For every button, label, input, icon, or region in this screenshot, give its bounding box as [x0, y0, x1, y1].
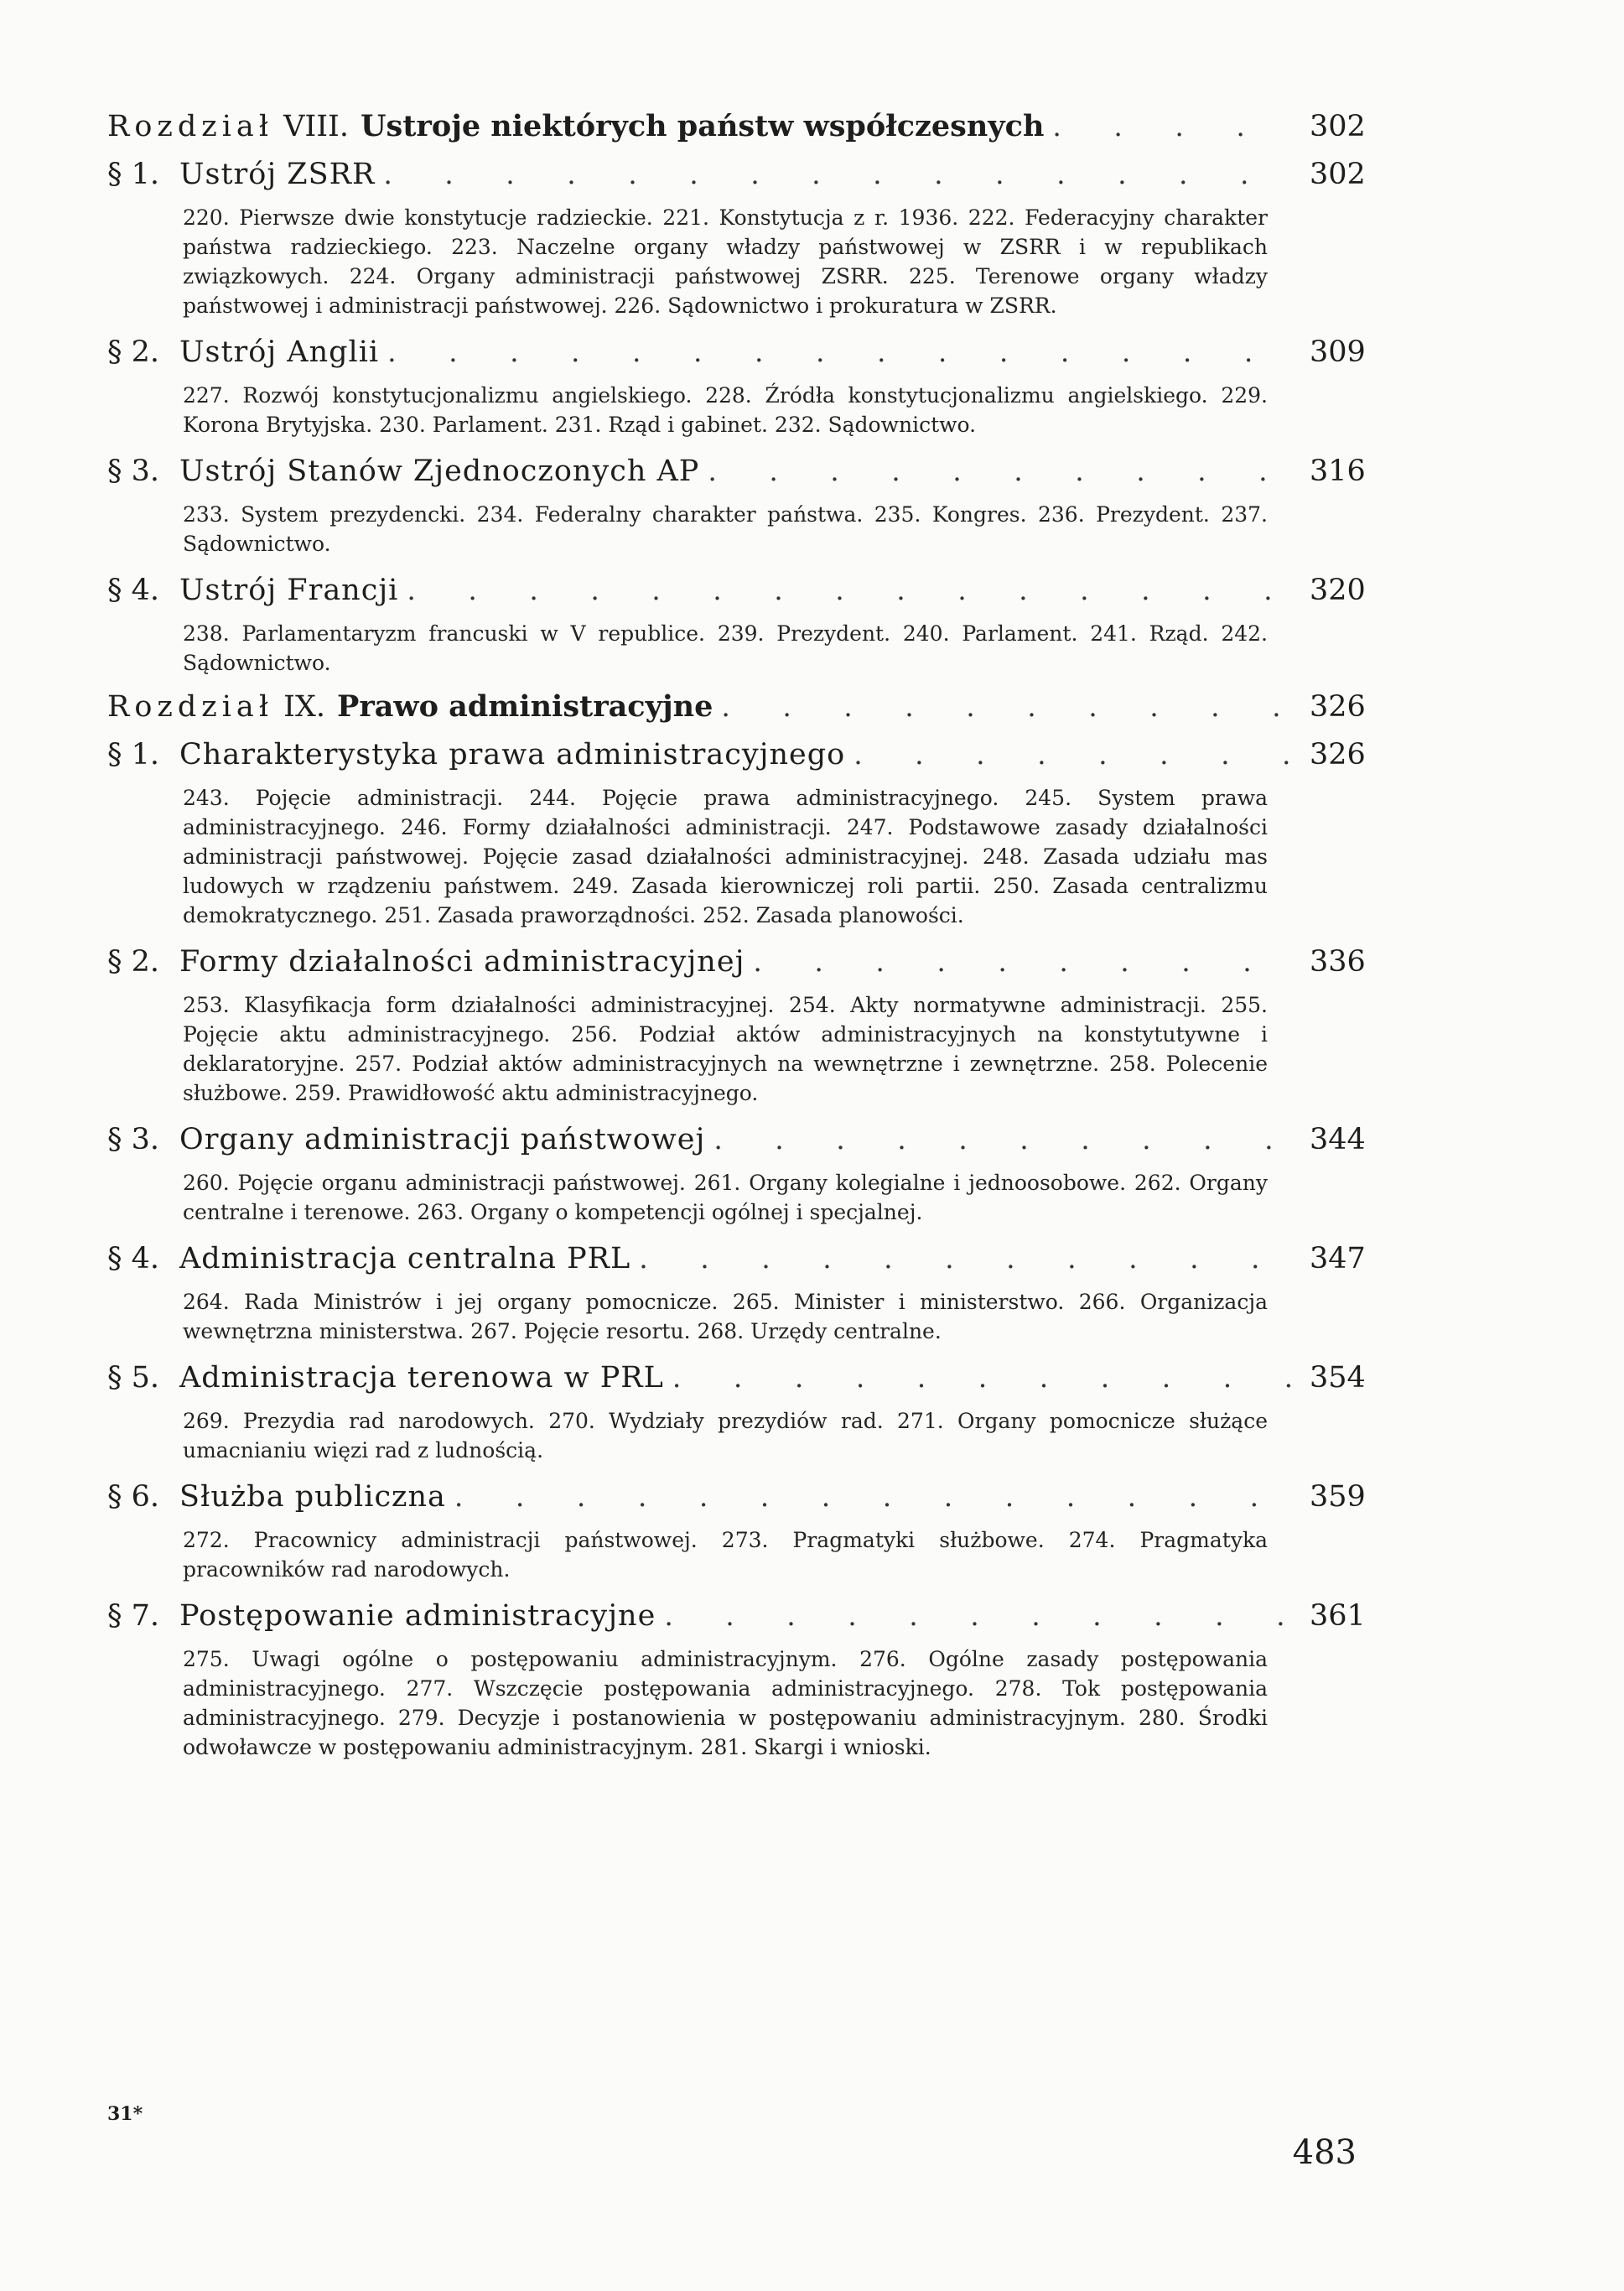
section-heading: [107, 1361, 1366, 1406]
section-description: 275. Uwagi ogólne o postępowaniu administracyjnym. 276. Ogólne zasady postępowania administracyjnego. 277. Wszczęcie postępowania administracyjnego. 278. Tok postępowania administracyjnego. 279. Decyzje i postanowienia w postępowaniu administracyjnym. 280. Środki odwoławcze w postępowaniu administracyjnym. 281. Skargi i wnioski.: [183, 1647, 1268, 1759]
section-heading: [107, 574, 1366, 619]
section-mark: § 1.: [107, 738, 160, 771]
chapter-heading: [107, 689, 1366, 738]
section-mark: § 3.: [107, 455, 160, 488]
dot-leader: [383, 158, 1293, 190]
dot-leader: [407, 574, 1293, 606]
section-mark: § 4.: [107, 1242, 160, 1275]
dot-leader: [387, 335, 1293, 368]
section-heading: [107, 1242, 1366, 1287]
section-title: Ustrój Stanów Zjednoczonych AP: [179, 455, 700, 488]
section-page-number: 302: [1310, 158, 1366, 191]
signature-mark: 31*: [107, 2103, 143, 2125]
section-title: Formy działalności administracyjnej: [179, 945, 745, 979]
chapter-title: Ustroje niektórych państw współczesnych: [361, 109, 1045, 143]
section-description: 233. System prezydencki. 234. Federalny charakter państwa. 235. Kongres. 236. Prezydent. 237. Sądownictwo.: [183, 502, 1268, 556]
section-title: Administracja centralna PRL: [179, 1242, 631, 1275]
section-description: 238. Parlamentaryzm francuski w V republice. 239. Prezydent. 240. Parlament. 241. Rząd. 242. Sądownictwo.: [183, 621, 1268, 675]
chapter-heading: [107, 109, 1366, 158]
dot-leader: [708, 455, 1293, 487]
chapter-word: Rozdział: [107, 110, 274, 143]
dot-leader: [854, 738, 1293, 771]
chapter-number: VIII.: [283, 110, 350, 143]
section-description: 272. Pracownicy administracji państwowej. 273. Pragmatyki służbowe. 274. Pragmatyka pracowników rad narodowych.: [183, 1528, 1268, 1582]
chapter-word: Rozdział: [107, 690, 274, 724]
section-mark: § 4.: [107, 574, 160, 607]
section-page-number: 344: [1310, 1123, 1366, 1156]
section-heading: [107, 455, 1366, 500]
section-mark: § 5.: [107, 1361, 160, 1395]
chapter-page-number: 302: [1310, 110, 1366, 143]
section-title: Ustrój Francji: [179, 574, 399, 607]
dot-leader: [664, 1599, 1293, 1632]
section-title: Ustrój Anglii: [179, 335, 380, 369]
section-mark: § 3.: [107, 1123, 160, 1156]
section-mark: § 7.: [107, 1599, 160, 1633]
section-page-number: 354: [1310, 1361, 1366, 1395]
section-heading: [107, 1123, 1366, 1168]
section-page-number: 347: [1310, 1242, 1366, 1275]
dot-leader: [721, 690, 1293, 723]
section-title: Charakterystyka prawa administracyjnego: [179, 738, 846, 771]
section-description: 260. Pojęcie organu administracji państwowej. 261. Organy kolegialne i jednoosobowe. 262. Organy centralne i terenowe. 263. Organy o kompetencji ogólnej i specjalnej.: [183, 1171, 1268, 1224]
section-heading: [107, 1480, 1366, 1525]
section-description: 264. Rada Ministrów i jej organy pomocnicze. 265. Minister i ministerstwo. 266. Organizacja wewnętrzna ministerstwa. 267. Pojęcie resortu. 268. Urzędy centralne.: [183, 1290, 1268, 1343]
dot-leader: [672, 1361, 1293, 1394]
dot-leader: [753, 945, 1293, 978]
section-title: Postępowanie administracyjne: [179, 1599, 656, 1633]
section-page-number: 361: [1310, 1599, 1366, 1633]
chapter-number: IX.: [283, 690, 325, 724]
section-mark: § 2.: [107, 335, 160, 369]
section-page-number: 336: [1310, 945, 1366, 979]
section-page-number: 359: [1310, 1480, 1366, 1514]
section-page-number: 326: [1310, 738, 1366, 771]
section-description: 243. Pojęcie administracji. 244. Pojęcie prawa administracyjnego. 245. System prawa administracyjnego. 246. Formy działalności administracji. 247. Podstawowe zasady działalności administracji państwowej. Pojęcie zasad działalności administracyjnej. 248. Zasada udziału mas ludowych w rządzeniu państwem. 249. Zasada kierowniczej roli partii. 250. Zasada centralizmu demokratycznego. 251. Zasada praworządności. 252. Zasada planowości.: [183, 786, 1268, 927]
chapter-title: Prawo administracyjne: [337, 689, 713, 724]
section-heading: [107, 945, 1366, 990]
chapter-page-number: 326: [1310, 690, 1366, 724]
dot-leader: [454, 1480, 1293, 1513]
section-description: 269. Prezydia rad narodowych. 270. Wydziały prezydiów rad. 271. Organy pomocnicze służące umacnianiu więzi rad z ludnością.: [183, 1409, 1268, 1462]
section-heading: [107, 335, 1366, 381]
section-heading: [107, 158, 1366, 203]
page-number: 483: [1292, 2133, 1357, 2172]
section-mark: § 1.: [107, 158, 160, 191]
section-description: 253. Klasyfikacja form działalności administracyjnej. 254. Akty normatywne administracji. 255. Pojęcie aktu administracyjnego. 256. Podział aktów administracyjnych na konstytutywne i deklaratoryjne. 257. Podział aktów administracyjnych na wewnętrzne i zewnętrzne. 258. Polecenie służbowe. 259. Prawidłowość aktu administracyjnego.: [183, 993, 1268, 1105]
section-heading: [107, 1599, 1366, 1644]
section-title: Służba publiczna: [179, 1480, 446, 1514]
table-of-contents: [107, 109, 1366, 1762]
section-title: Administracja terenowa w PRL: [179, 1361, 664, 1395]
dot-leader: [713, 1123, 1293, 1156]
section-heading: [107, 738, 1366, 783]
section-description: 220. Pierwsze dwie konstytucje radzieckie. 221. Konstytucja z r. 1936. 222. Federacyjny charakter państwa radzieckiego. 223. Naczelne organy władzy państwowej w ZSRR i w republikach związkowych. 224. Organy administracji państwowej ZSRR. 225. Terenowe organy władzy państwowej i administracji państwowej. 226. Sądownictwo i prokuratura w ZSRR.: [183, 205, 1268, 318]
dot-leader: [639, 1242, 1293, 1275]
section-description: 227. Rozwój konstytucjonalizmu angielskiego. 228. Źródła konstytucjonalizmu angielskiego. 229. Korona Brytyjska. 230. Parlament. 231. Rząd i gabinet. 232. Sądownictwo.: [183, 383, 1268, 437]
section-mark: § 2.: [107, 945, 160, 979]
dot-leader: [1052, 110, 1293, 143]
section-page-number: 320: [1310, 574, 1366, 607]
section-title: Ustrój ZSRR: [179, 158, 376, 191]
section-title: Organy administracji państwowej: [179, 1123, 706, 1156]
section-page-number: 309: [1310, 335, 1366, 369]
section-page-number: 316: [1310, 455, 1366, 488]
section-mark: § 6.: [107, 1480, 160, 1514]
